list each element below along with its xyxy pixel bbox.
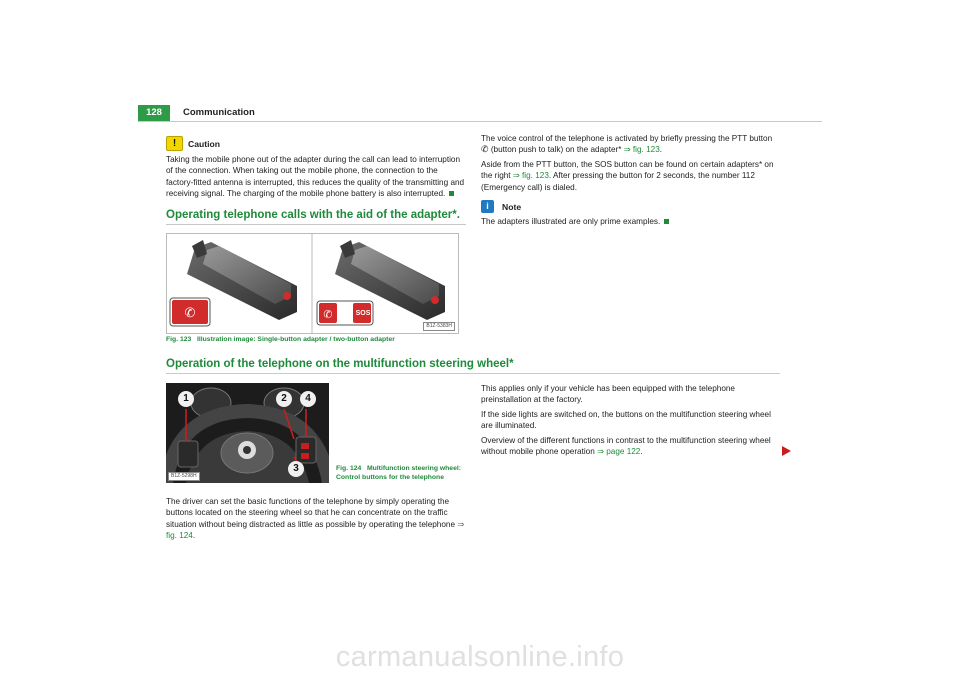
watermark: carmanualsonline.info <box>335 641 625 673</box>
ptt-paragraph: The voice control of the telephone is activated by briefly pressing the PTT button ✆ (button push to talk) on the adapter* ⇒ fig. 123. <box>481 134 773 155</box>
section-heading-adapter: Operating telephone calls with the aid of the adapter*. <box>166 210 466 225</box>
figure-123-caption: Fig. 123 Illustration image: Single-button adapter / two-button adapter <box>166 336 395 343</box>
callout-1: 1 <box>178 391 194 407</box>
overview-paragraph: Overview of the different functions in contrast to the multifunction steering wheel without mobile phone operation ⇒ page 122. <box>481 435 771 457</box>
link-fig-124[interactable]: ⇒ fig. 124 <box>166 519 465 541</box>
callout-3: 3 <box>288 461 304 477</box>
link-fig-123-b[interactable]: ⇒ fig. 123 <box>512 171 549 181</box>
figure-124 <box>166 383 329 483</box>
end-marker <box>664 219 669 224</box>
section-heading-steering-wheel: Operation of the telephone on the multifunction steering wheel* <box>166 359 780 374</box>
link-fig-123[interactable]: ⇒ fig. 123 <box>623 145 660 155</box>
note-heading-row <box>481 200 781 216</box>
figure-123 <box>166 233 459 334</box>
note-text: The adapters illustrated are only prime examples. <box>481 216 781 227</box>
callout-2: 2 <box>276 391 292 407</box>
link-page-122[interactable]: ⇒ page 122 <box>597 447 641 457</box>
svg-text:✆: ✆ <box>184 306 196 321</box>
svg-text:✆: ✆ <box>323 308 333 321</box>
figure-ref-code: B1Z-5298H <box>168 472 200 481</box>
caution-heading: Caution <box>188 139 220 149</box>
two-button-adapter <box>317 240 445 325</box>
note-icon: i <box>481 200 494 213</box>
callout-4: 4 <box>300 391 316 407</box>
figure-ref-code: B1Z-5383H <box>423 322 455 331</box>
page-number: 128 <box>138 105 170 121</box>
continue-arrow-icon[interactable] <box>782 446 791 456</box>
illumination-paragraph: If the side lights are switched on, the buttons on the multifunction steering wheel are illuminated. <box>481 409 771 431</box>
caution-block <box>166 136 466 203</box>
right-column-lower <box>481 383 781 460</box>
push-to-talk-icon: ✆ <box>481 144 489 155</box>
sos-paragraph: Aside from the PTT button, the SOS button can be found on certain adapters* on the right ⇒ fig. 123. After pressing the button for 2 seconds, the number 112 (Emergency call) is dialed. <box>481 159 774 192</box>
caution-heading-row <box>166 136 466 153</box>
right-column-upper <box>481 133 781 230</box>
adapter-illustration <box>167 234 458 333</box>
sos-label: SOS <box>355 310 371 317</box>
page-header <box>138 105 822 122</box>
exclamation-icon: ! <box>166 136 183 151</box>
preinstallation-paragraph: This applies only if your vehicle has been equipped with the telephone preinstallation at the factory. <box>481 384 735 405</box>
note-heading: Note <box>502 202 522 213</box>
steering-wheel-body: The driver can set the basic functions of the telephone by simply operating the buttons located on the steering wheel so that he can concentrate on the traffic situation without being distracted as little as possible by operating the telephone ⇒ fig. 124. <box>166 497 465 541</box>
end-marker <box>449 191 454 196</box>
section-title: Communication <box>183 107 255 118</box>
single-button-adapter <box>170 240 297 326</box>
caution-text: Taking the mobile phone out of the adapter during the call can lead to interruption of the connection. When taking out the mobile phone, the connection to the factory-fitted antenna is interrupted, this reduces the quality of the transmitting and receiving signal. The charging of the mobile phone battery is also interrupted. <box>166 155 465 199</box>
figure-124-caption: Fig. 124 Multifunction steering wheel: Control buttons for the telephone <box>336 465 462 481</box>
